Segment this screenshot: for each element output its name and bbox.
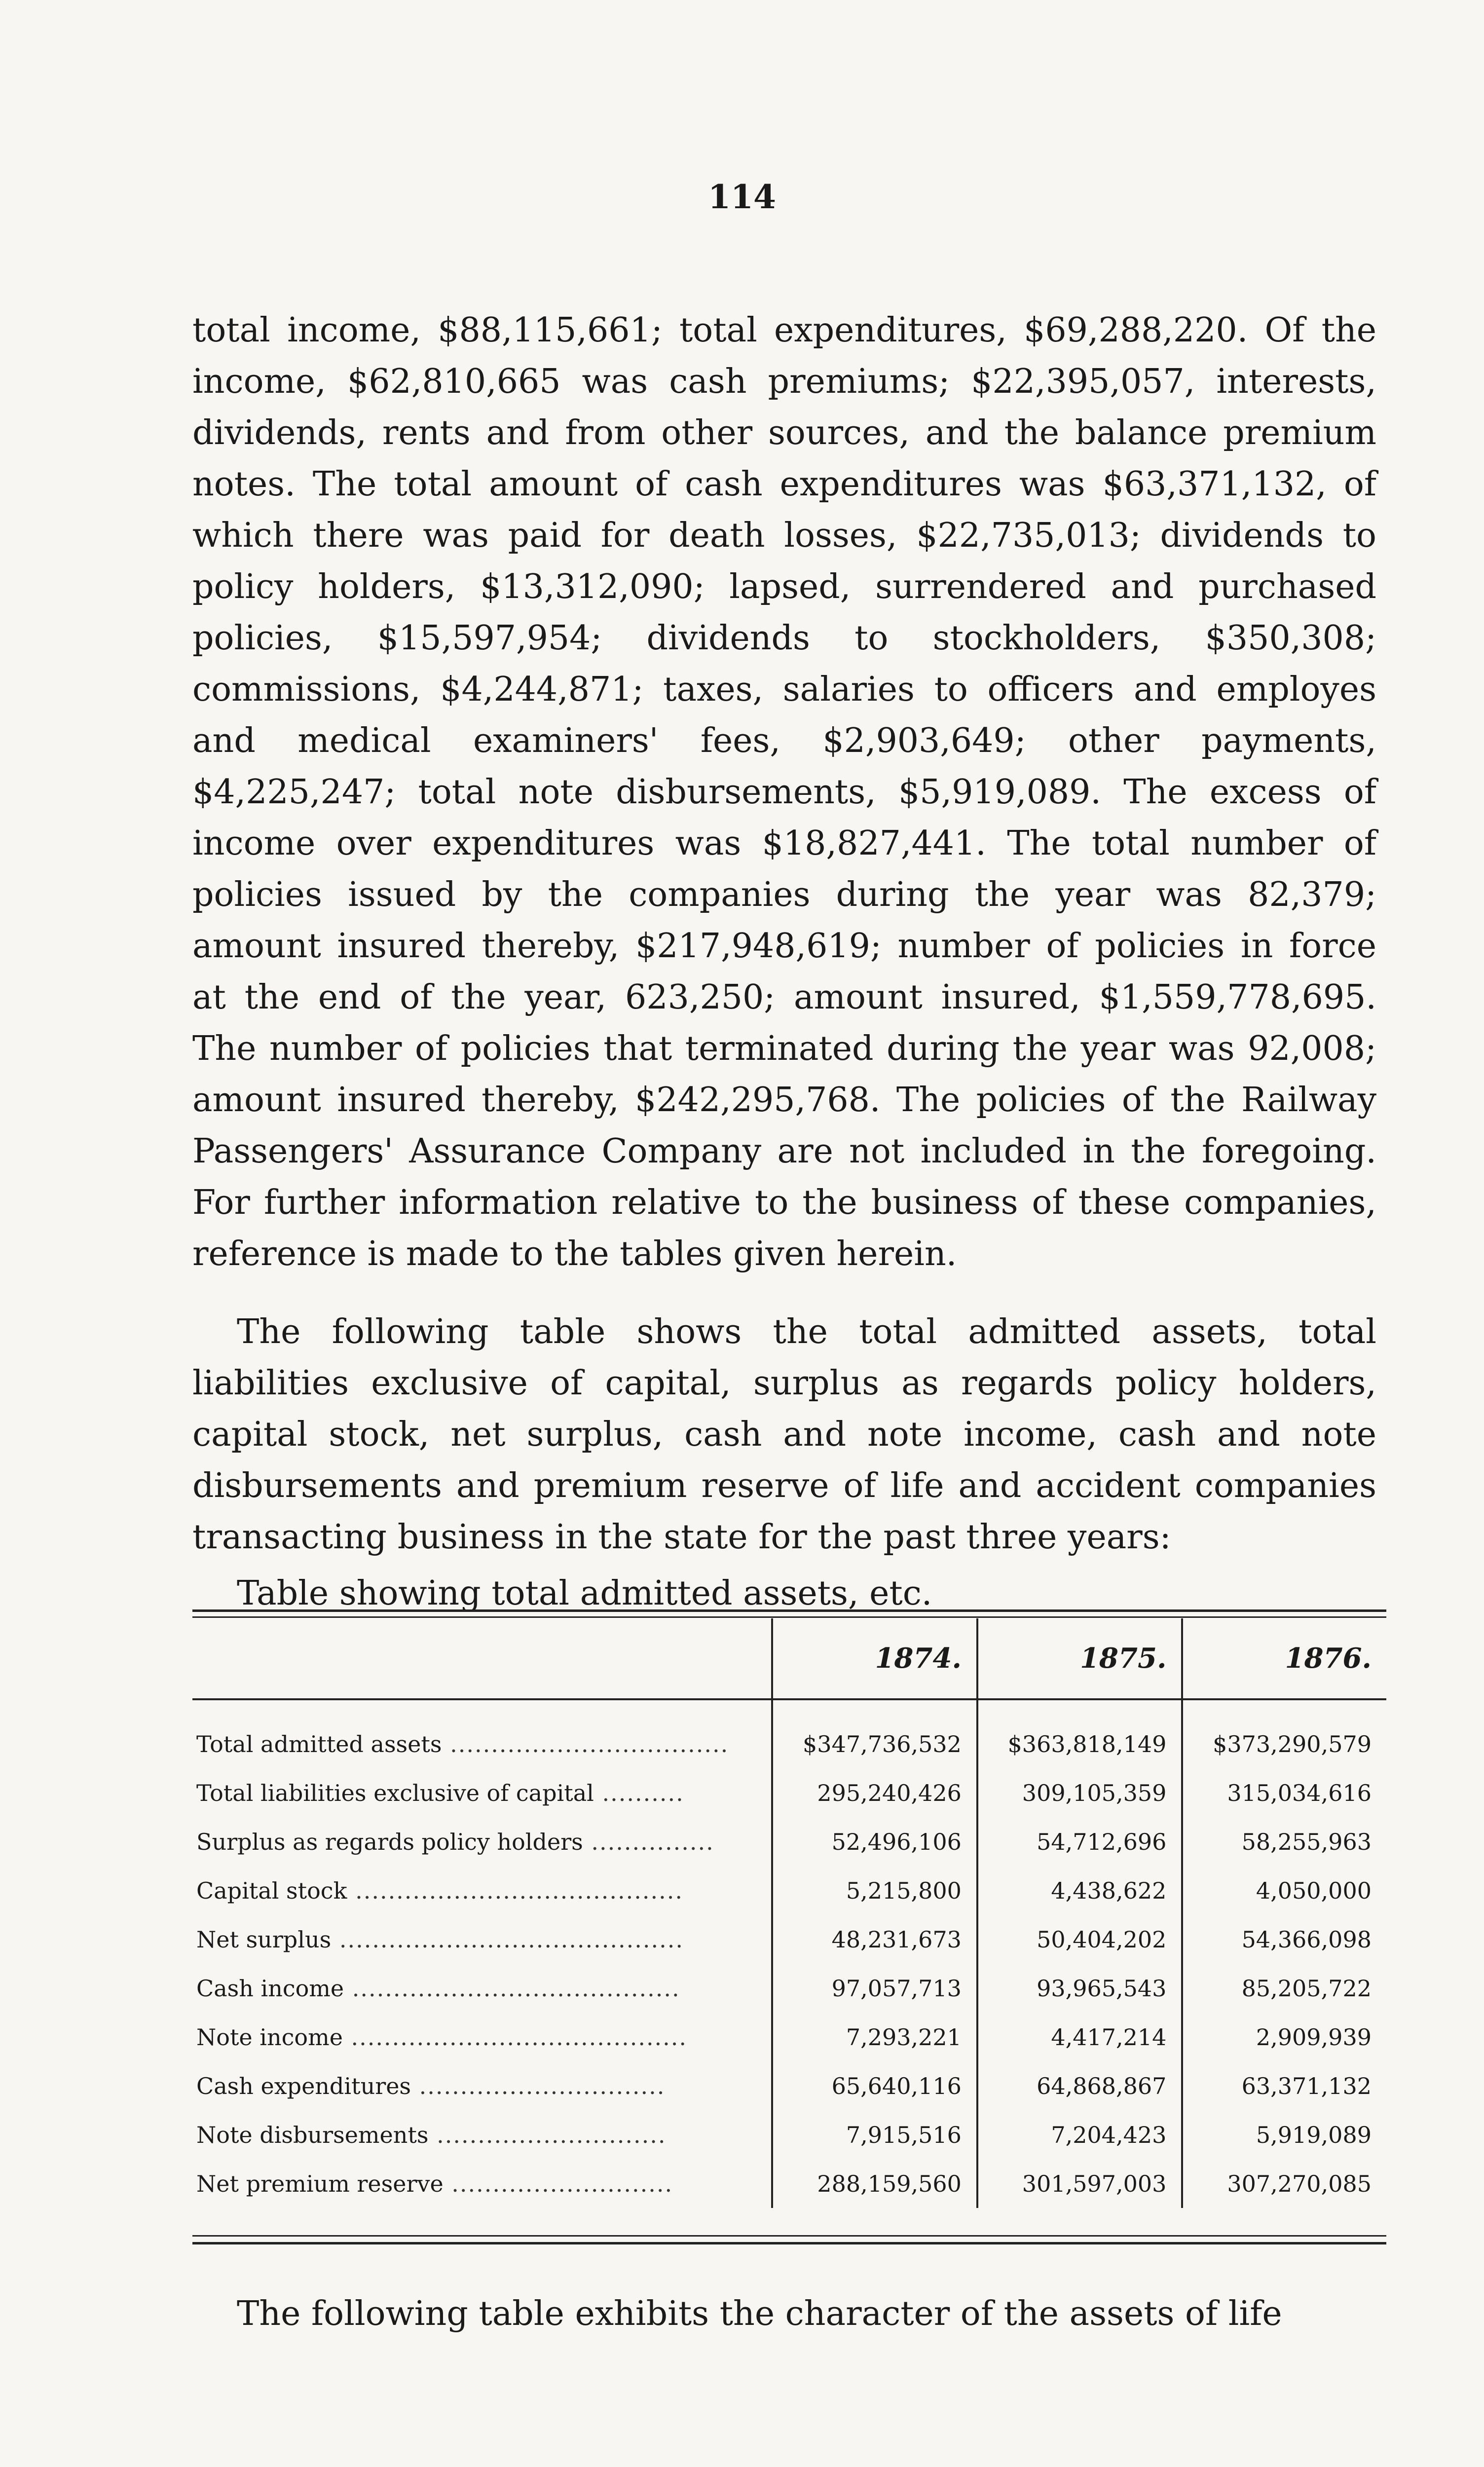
value-1876: 315,034,616 — [1182, 1768, 1386, 1817]
value-1876: 54,366,098 — [1182, 1915, 1386, 1964]
row-label: Total liabilities exclusive of capital .......... — [196, 1779, 684, 1806]
assets-table — [192, 1618, 1386, 2235]
value-1876: 307,270,085 — [1182, 2159, 1386, 2208]
page-number: 114 — [708, 178, 776, 216]
row-label: Cash income ........................................ — [196, 1975, 680, 2002]
row-label: Total admitted assets .................................. — [196, 1730, 729, 1757]
value-1874: 7,293,221 — [772, 2013, 977, 2061]
value-1876: 85,205,722 — [1182, 1964, 1386, 2013]
table-row — [192, 1768, 1386, 1817]
header-year-1874: 1874. — [772, 1618, 977, 1699]
table-bottom-rule-thin — [192, 2235, 1386, 2237]
table-caption: Table showing total admitted assets, etc. — [237, 1574, 932, 1613]
value-1876: 5,919,089 — [1182, 2110, 1386, 2159]
table-row — [192, 1699, 1386, 1768]
row-label: Capital stock ........................................ — [196, 1877, 683, 1904]
table-row — [192, 1964, 1386, 2013]
table-row — [192, 1915, 1386, 1964]
value-1875: 4,438,622 — [977, 1866, 1183, 1915]
value-1875: 4,417,214 — [977, 2013, 1183, 2061]
value-1876: 63,371,132 — [1182, 2061, 1386, 2110]
row-label: Net premium reserve ........................... — [196, 2170, 673, 2197]
table-row — [192, 2110, 1386, 2159]
table-row — [192, 2061, 1386, 2110]
table-intro-paragraph: The following table shows the total admitted assets, total liabilities exclusive of capital, surplus as regards policy holders, capital stock, net surplus, cash and note income, cash and note disbursements and premium reserve of life and accident companies transacting business in the state for the past three years: — [192, 1312, 1376, 1557]
table-row — [192, 1866, 1386, 1915]
value-1874: 288,159,560 — [772, 2159, 977, 2208]
value-1876: 2,909,939 — [1182, 2013, 1386, 2061]
value-1876: 4,050,000 — [1182, 1866, 1386, 1915]
row-label: Note income ......................................... — [196, 2023, 688, 2051]
value-1875: 54,712,696 — [977, 1817, 1183, 1866]
value-1875: 301,597,003 — [977, 2159, 1183, 2208]
value-1874: 7,915,516 — [772, 2110, 977, 2159]
table-top-rule-thin — [192, 1616, 1386, 1618]
value-1875: 64,868,867 — [977, 2061, 1183, 2110]
closing-paragraph: The following table exhibits the character of the assets of life — [237, 2294, 1282, 2333]
table-bottom-rule — [192, 2242, 1386, 2244]
header-year-1876: 1876. — [1182, 1618, 1386, 1699]
value-1874: 295,240,426 — [772, 1768, 977, 1817]
body-paragraph: total income, $88,115,661; total expenditures, $69,288,220. Of the income, $62,810,665 was cash premiums; $22,395,057, interests, dividends, rents and from other sources, and the balance premium notes. The total amount of cash expenditures was $63,371,132, of which there was paid for death losses, $22,735,013; dividends to policy holders, $13,312,090; lapsed, surrendered and purchased policies, $15,597,954; dividends to stockholders, $350,308; commissions, $4,244,871; taxes, salaries to officers and employes and medical examiners' fees, $2,903,649; other payments, $4,225,247; total note disbursements, $5,919,089. The excess of income over expenditures was $18,827,441. The total number of policies issued by the companies during the year was 82,379; amount insured thereby, $217,948,619; number of policies in force at the end of the year, 623,250; amount insured, $1,559,778,695. The number of policies that terminated during the year was 92,008; amount insured thereby, $242,295,768. The policies of the Railway Passengers' Assurance Company are not included in the foregoing. For further information relative to the business of these companies, reference is made to the tables given herein. — [192, 311, 1376, 1273]
value-1874: 48,231,673 — [772, 1915, 977, 1964]
value-1875: $363,818,149 — [977, 1699, 1183, 1768]
assets-table-grid — [192, 1618, 1386, 2208]
value-1874: 5,215,800 — [772, 1866, 977, 1915]
value-1875: 309,105,359 — [977, 1768, 1183, 1817]
value-1874: 65,640,116 — [772, 2061, 977, 2110]
row-label: Surplus as regards policy holders ............... — [196, 1828, 714, 1855]
table-header-row — [192, 1618, 1386, 1699]
row-label: Note disbursements ............................ — [196, 2121, 667, 2148]
table-top-rule — [192, 1609, 1386, 1612]
value-1874: 97,057,713 — [772, 1964, 977, 2013]
table-row — [192, 1817, 1386, 1866]
table-row — [192, 2159, 1386, 2208]
row-label: Cash expenditures .............................. — [196, 2072, 666, 2099]
value-1876: $373,290,579 — [1182, 1699, 1386, 1768]
header-label-cell — [192, 1618, 772, 1699]
value-1875: 7,204,423 — [977, 2110, 1183, 2159]
row-label: Net surplus .......................................... — [196, 1926, 684, 1953]
value-1874: 52,496,106 — [772, 1817, 977, 1866]
value-1875: 50,404,202 — [977, 1915, 1183, 1964]
table-row — [192, 2013, 1386, 2061]
header-year-1875: 1875. — [977, 1618, 1183, 1699]
value-1874: $347,736,532 — [772, 1699, 977, 1768]
value-1876: 58,255,963 — [1182, 1817, 1386, 1866]
value-1875: 93,965,543 — [977, 1964, 1183, 2013]
